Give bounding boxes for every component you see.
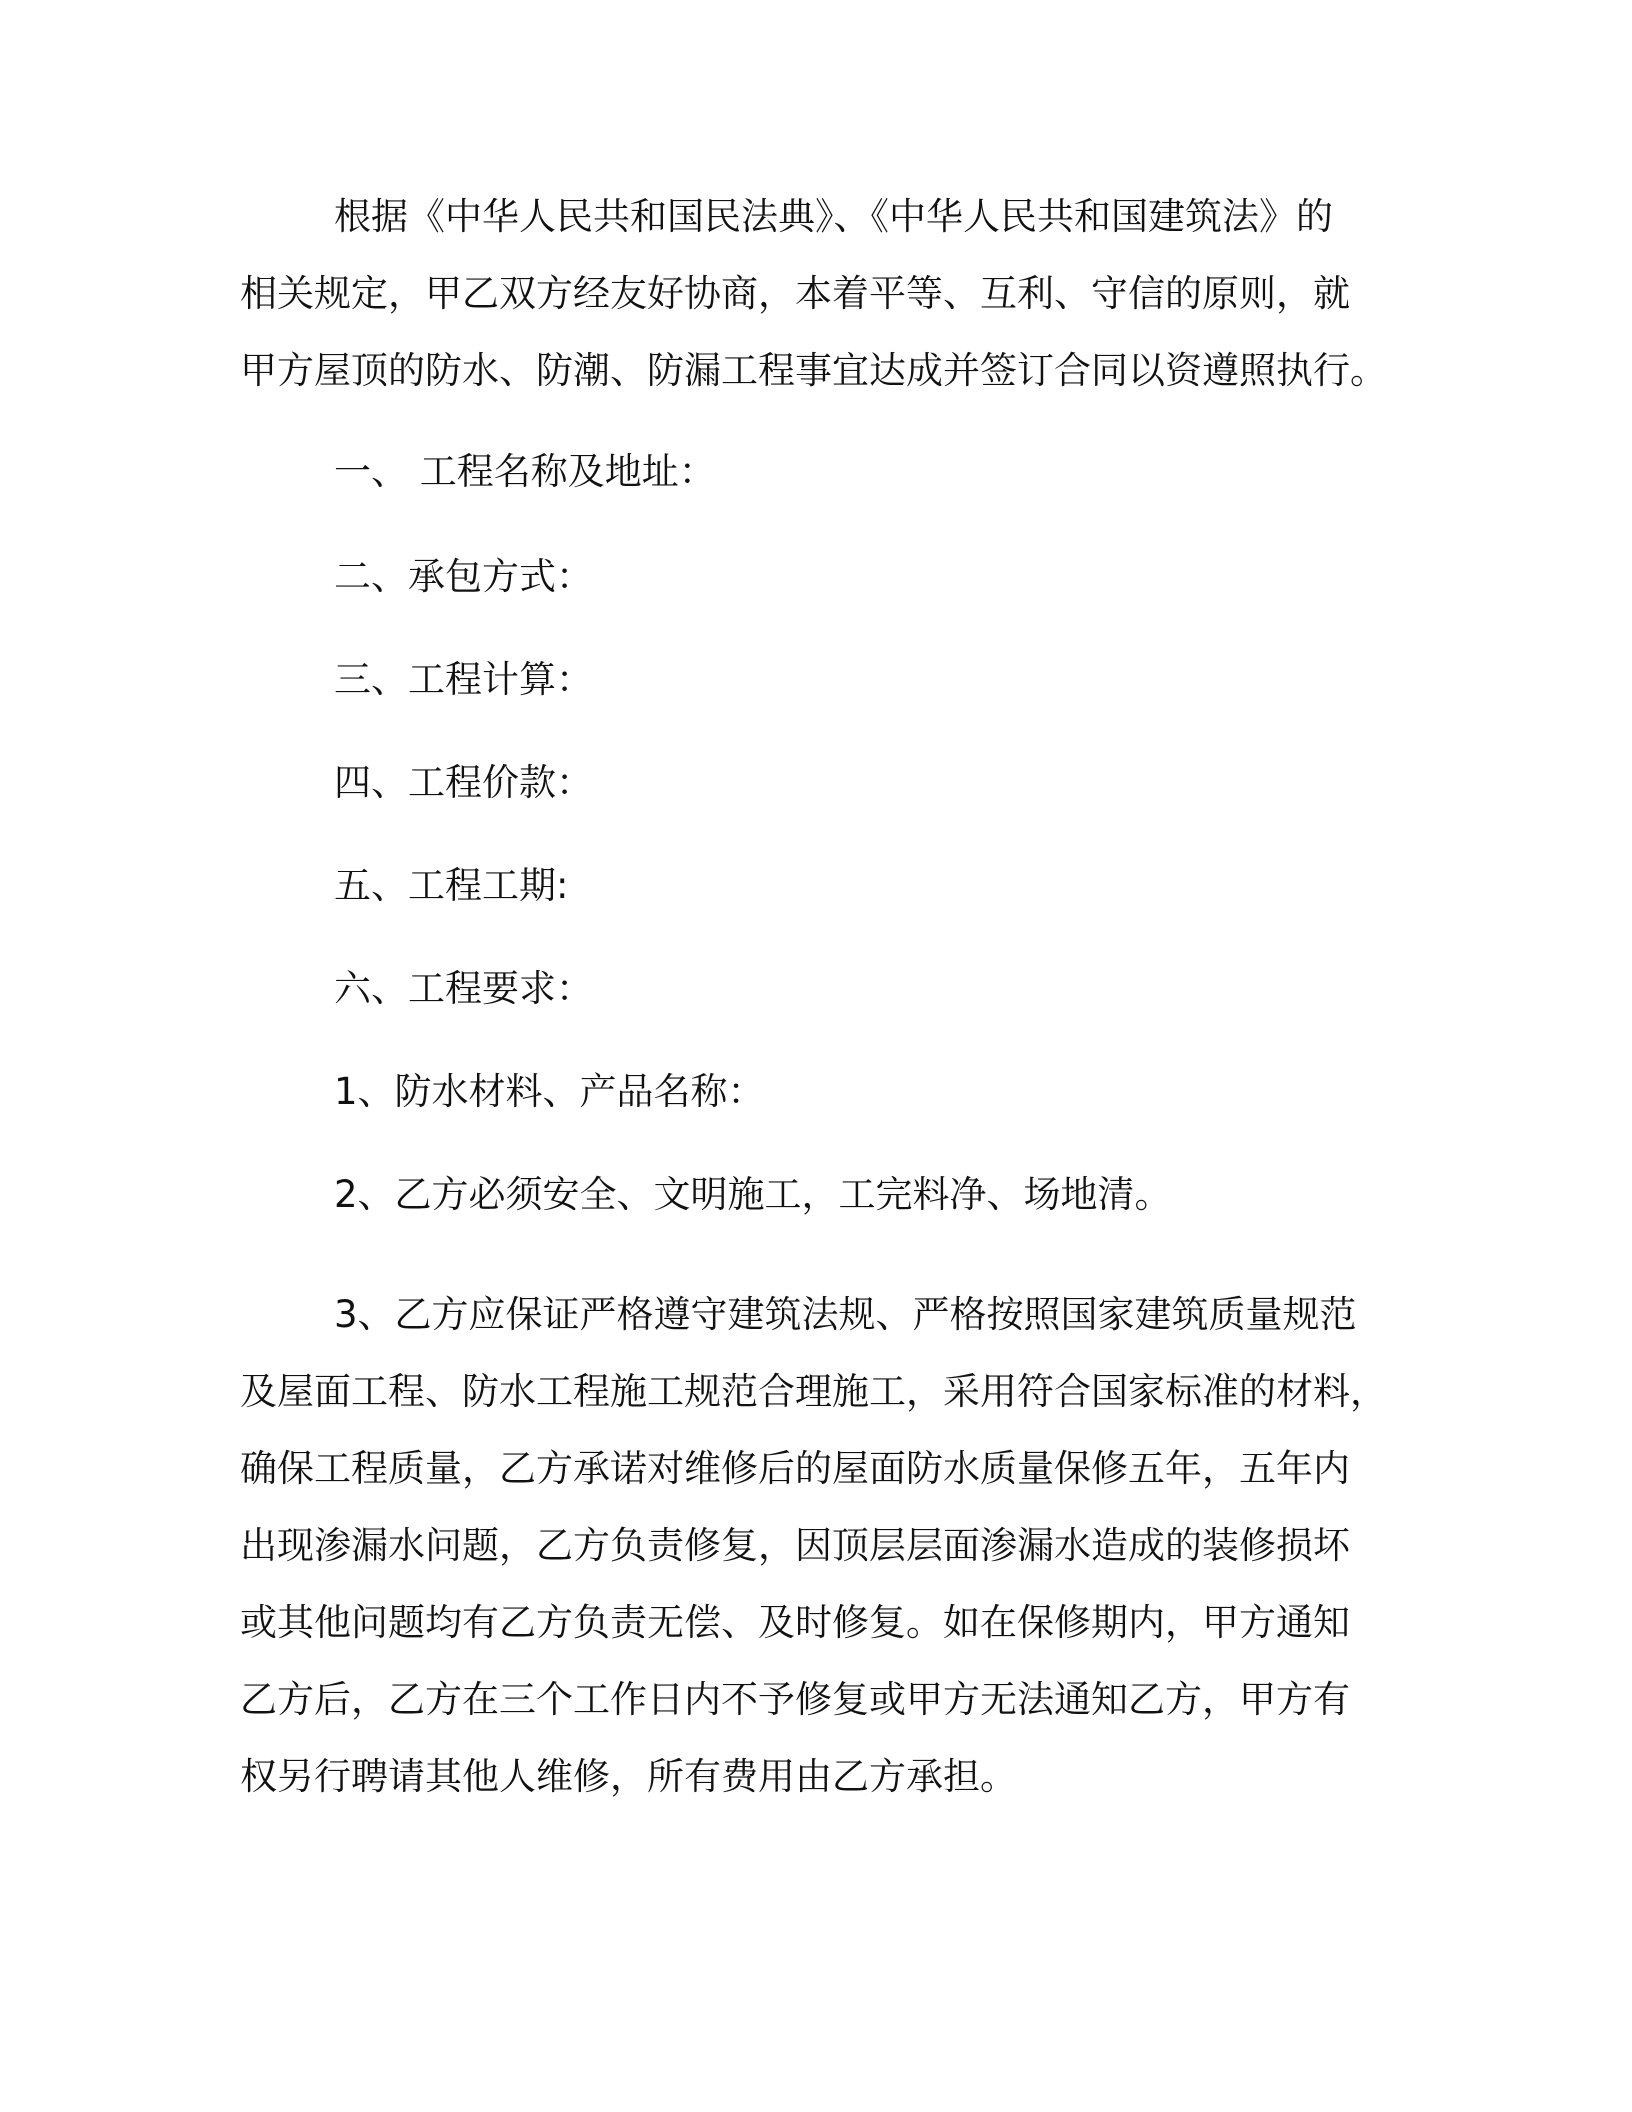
intro-line-1: 根据《中华人民共和国民法典》、《中华人民共和国建筑法》的 <box>334 195 1333 238</box>
item3-line-1: 3、乙方应保证严格遵守建筑法规、严格按照国家建筑质量规范 <box>334 1293 1357 1336</box>
item3-line-6: 乙方后，乙方在三个工作日内不予修复或甲方无法通知乙方，甲方有 <box>240 1678 1350 1721</box>
item3-line-5: 或其他问题均有乙方负责无偿、及时修复。如在保修期内，甲方通知 <box>240 1601 1350 1644</box>
section-5-heading: 五、工程工期: <box>334 864 569 907</box>
section-3-heading: 三、工程计算： <box>334 658 593 701</box>
item3-line-2: 及屋面工程、防水工程施工规范合理施工，采用符合国家标准的材料， <box>240 1370 1387 1413</box>
requirement-item-3 <box>240 1276 1387 1815</box>
item3-line-7: 权另行聘请其他人维修，所有费用由乙方承担。 <box>240 1755 1017 1798</box>
requirement-item-1: 1、防水材料、产品名称： <box>334 1070 765 1113</box>
intro-line-3: 甲方屋顶的防水、防潮、防漏工程事宜达成并签订合同以资遵照执行。 <box>240 349 1387 392</box>
requirement-item-2: 2、乙方必须安全、文明施工，工完料净、场地清。 <box>334 1173 1172 1216</box>
intro-paragraph <box>240 178 1387 409</box>
section-6-heading: 六、工程要求： <box>334 967 593 1010</box>
intro-line-2: 相关规定，甲乙双方经友好协商，本着平等、互利、守信的原则，就 <box>240 272 1350 315</box>
item3-line-4: 出现渗漏水问题，乙方负责修复，因顶层层面渗漏水造成的装修损坏 <box>240 1524 1350 1567</box>
section-1-heading: 一、 工程名称及地址： <box>334 450 716 493</box>
section-2-heading: 二、承包方式： <box>334 555 593 598</box>
section-4-heading: 四、工程价款： <box>334 761 593 804</box>
item3-line-3: 确保工程质量，乙方承诺对维修后的屋面防水质量保修五年，五年内 <box>240 1447 1350 1490</box>
